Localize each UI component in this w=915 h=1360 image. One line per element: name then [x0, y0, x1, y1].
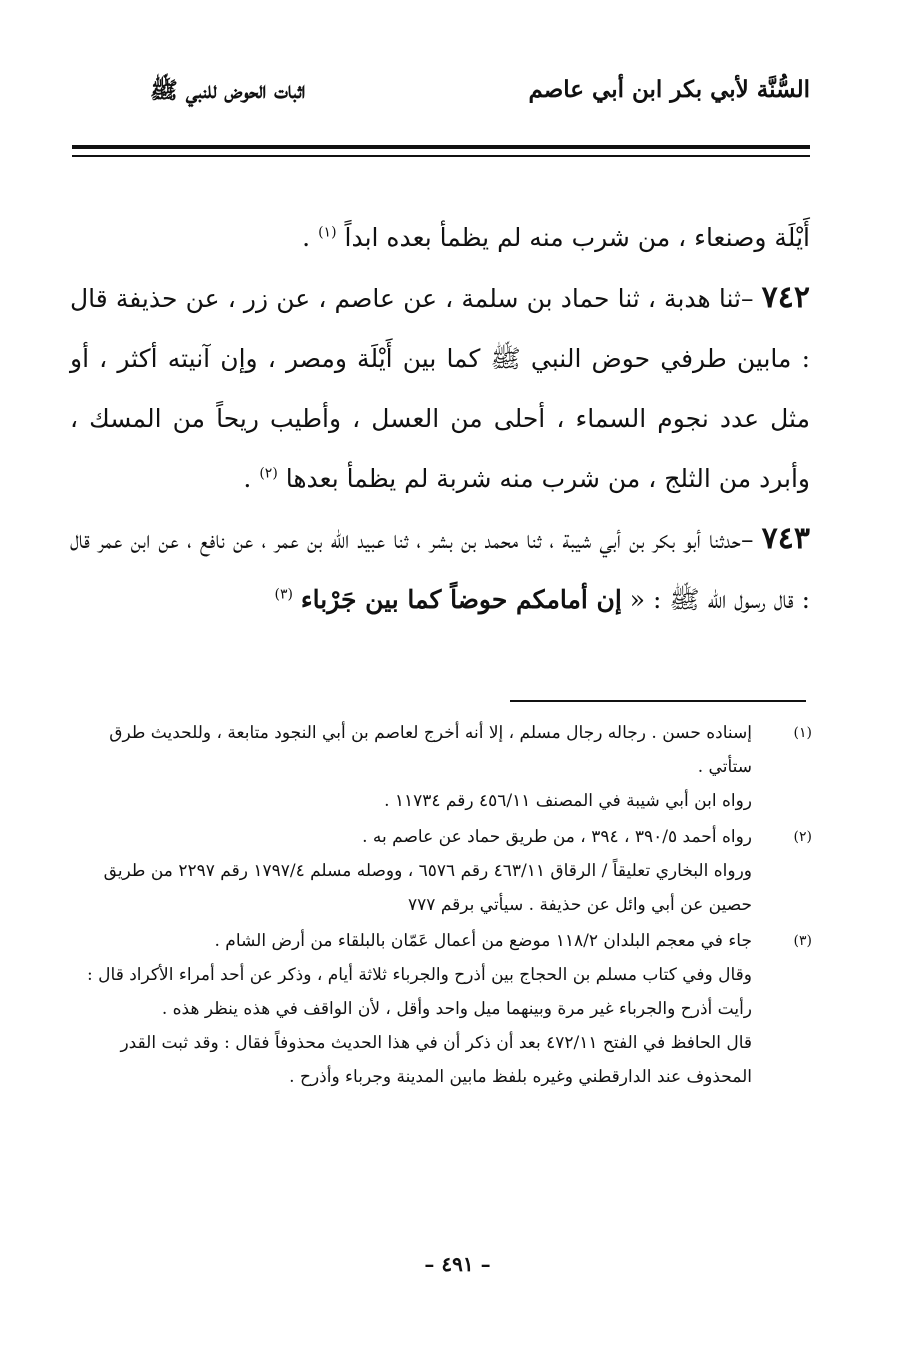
footnote-2	[70, 820, 812, 922]
footnote-separator	[510, 700, 806, 702]
footnote-1	[70, 716, 812, 818]
continuation-end: .	[302, 223, 311, 252]
continuation-text: أَيْلَة وصنعاء ، من شرب منه لم يظمأ بعده ابداً	[344, 223, 810, 252]
main-text	[70, 208, 810, 630]
header-rule-thick	[72, 145, 810, 149]
running-head	[150, 76, 810, 116]
hadith-742-text: –ثنا هدبة ، ثنا حماد بن سلمة ، عن عاصم ، عن زر ، عن حذيفة قال : مابين طرفي حوض النبي ﷺ كما بين أَيْلَة ومصر ، وإن آنيته أكثر ، أو مثل عدد نجوم السماء ، أحلى من العسل ، وأطيب ريحاً من المسك ، وأبرد من الثلج ، من شرب منه شربة لم يظمأ بعدها	[70, 284, 810, 493]
footnote-ref-2: (٢)	[259, 465, 278, 482]
footnote-number: (٣)	[793, 933, 812, 949]
footnote-line: رواه أحمد ٣٩٠/٥ ، ٣٩٤ ، من طريق حماد عن عاصم به .	[362, 827, 752, 847]
footnote-line: إسناده حسن . رجاله رجال مسلم ، إلا أنه أخرج لعاصم بن أبي النجود متابعة ، وللحديث طرق ستأتي .	[109, 723, 752, 777]
footnote-ref-1: (١)	[318, 224, 337, 241]
page-number: – ٤٩١ –	[424, 1252, 491, 1276]
hadith-743	[70, 509, 810, 630]
footnote-ref-3: (٣)	[274, 586, 293, 603]
footnote-line: رواه ابن أبي شيبة في المصنف ٤٥٦/١١ رقم ١١٧٣٤ .	[384, 791, 752, 811]
chapter-title: اثبات الحوض للنبي ﷺ	[150, 77, 306, 104]
continuation-paragraph	[70, 208, 810, 268]
footnote-line: ورواه البخاري تعليقاً / الرقاق ٤٦٣/١١ رقم ٦٥٧٦ ، ووصله مسلم ١٧٩٧/٤ رقم ٢٢٩٧ من طريق حصين عن أبي وائل عن حذيفة . سيأتي برقم ٧٧٧	[103, 861, 752, 915]
hadith-743-text: –حدثنا أبو بكر بن أبي شيبة ، ثنا محمد بن بشر ، ثنا عبيد الله بن عمر ، عن نافع ، عن ابن عمر قال : قال رسول الله ﷺ : «	[70, 525, 810, 614]
footnotes	[70, 716, 812, 1096]
footnote-line: جاء في معجم البلدان ١١٨/٢ موضع من أعمال عَمّان بالبلقاء من أرض الشام .	[214, 931, 752, 951]
hadith-742	[70, 268, 810, 509]
footnote-line: قال الحافظ في الفتح ٤٧٢/١١ بعد أن ذكر أن في هذا الحديث محذوفاً فقال : وقد ثبت القدر المحذوف عند الدارقطني وغيره بلفظ مابين المدينة وجرباء وأذرح .	[120, 1033, 752, 1087]
footnote-3	[70, 924, 812, 1094]
hadith-743-number: ٧٤٣	[761, 521, 811, 556]
footnote-line: وقال وفي كتاب مسلم بن الحجاج بين أذرح والجرباء ثلاثة أيام ، وذكر عن أحد أمراء الأكراد قال : رأيت أذرح والجرباء غير مرة وبينهما ميل واحد وأقل ، لأن الواقف في هذه ينظر هذه .	[87, 965, 752, 1019]
hadith-742-number: ٧٤٢	[761, 280, 810, 315]
footnote-number: (١)	[793, 725, 812, 741]
hadith-743-matn: إن أمامكم حوضاً كما بين جَرْباء	[300, 585, 622, 614]
book-title: السُّنَّة لأبي بكر ابن أبي عاصم	[528, 76, 810, 103]
hadith-742-end: .	[243, 464, 252, 493]
footnote-number: (٢)	[793, 829, 812, 845]
header-rule-thin	[72, 155, 810, 157]
